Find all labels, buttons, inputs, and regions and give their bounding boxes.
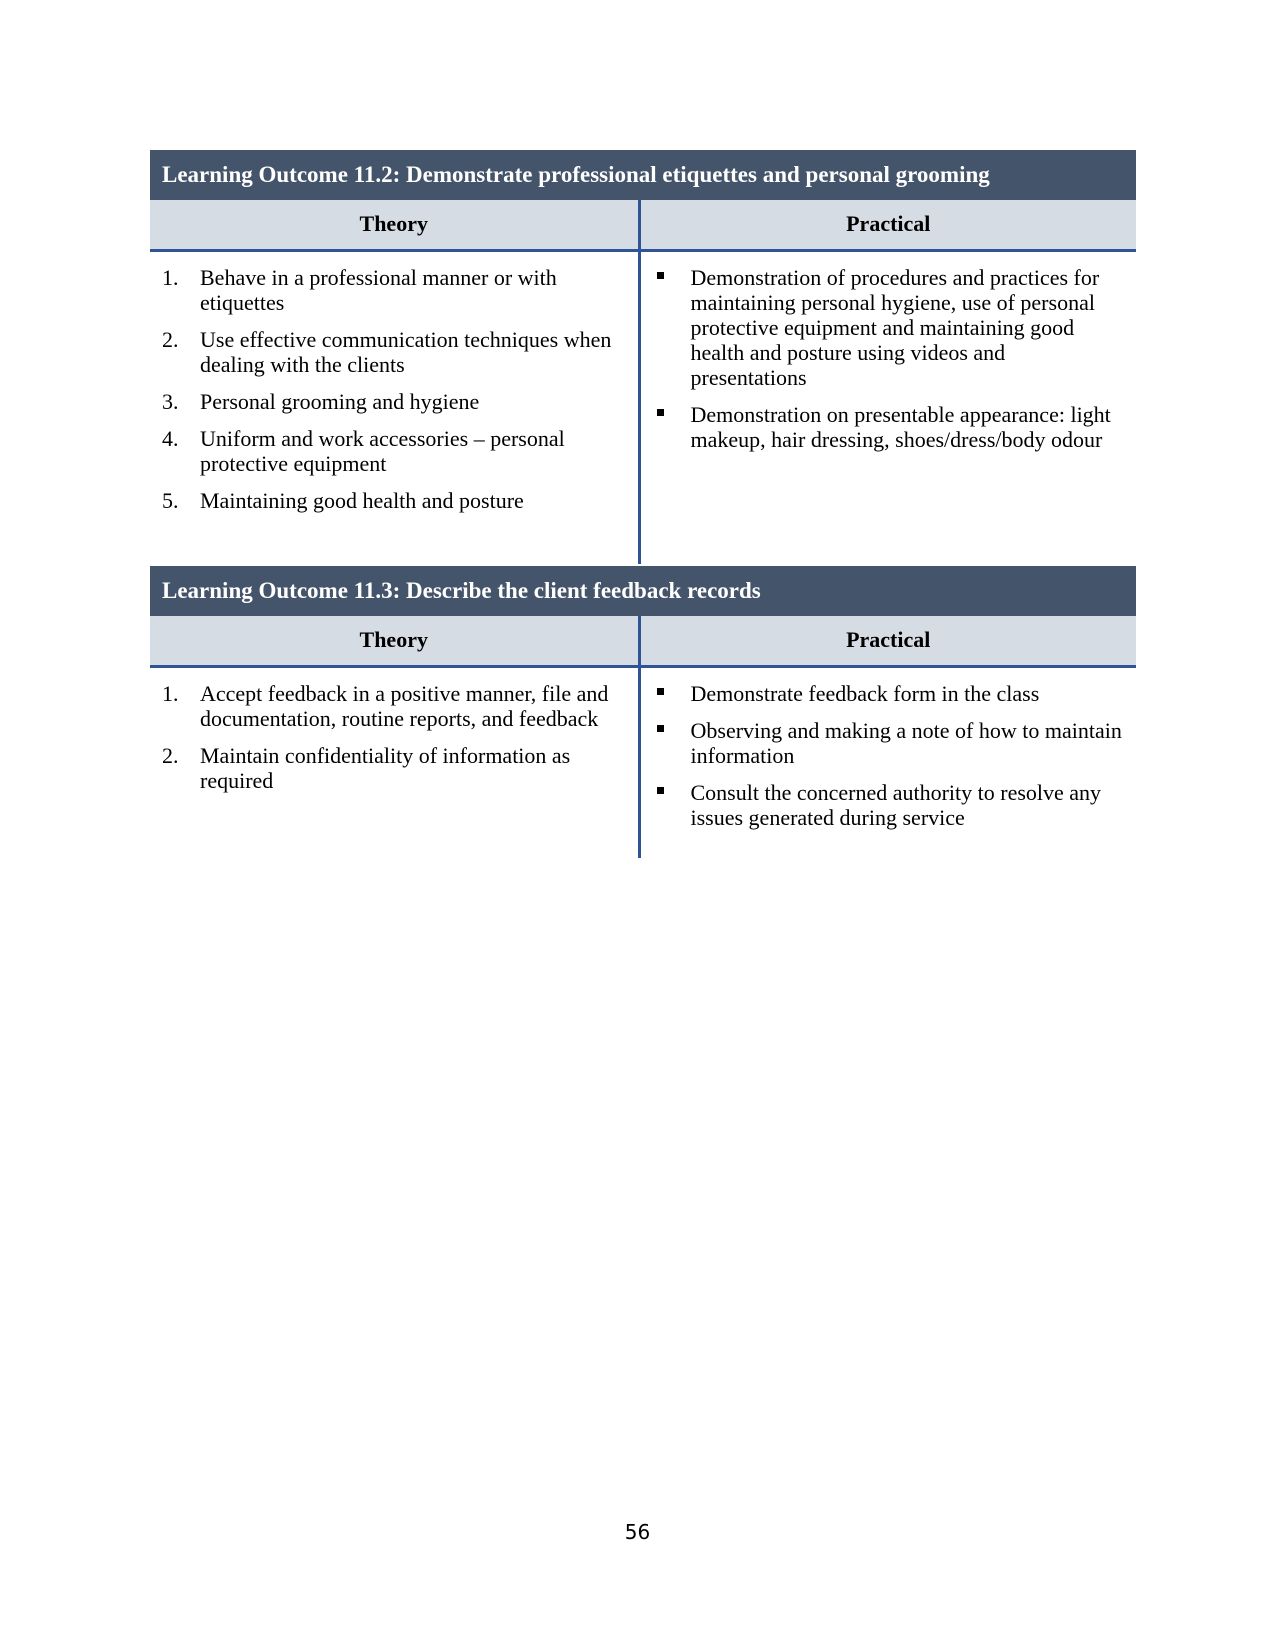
item-number: 2. [162, 326, 179, 352]
square-bullet-icon [657, 272, 664, 279]
item-text: Observing and making a note of how to maintain information [690, 717, 1122, 768]
item-number: 3. [162, 388, 179, 414]
list-item [653, 402, 1125, 452]
item-text: Use effective communication techniques when dealing with the clients [200, 326, 612, 377]
list-item [162, 389, 626, 414]
theory-list [162, 681, 626, 793]
item-text: Demonstrate feedback form in the class [690, 680, 1040, 706]
item-number: 1. [162, 680, 179, 706]
theory-cell [150, 666, 639, 858]
item-text: Demonstration on presentable appearance: light makeup, hair dressing, shoes/dress/body odour [690, 401, 1111, 452]
item-text: Accept feedback in a positive manner, file and documentation, routine reports, and feedback [200, 680, 609, 731]
square-bullet-icon [657, 688, 664, 695]
item-text: Uniform and work accessories – personal protective equipment [200, 425, 565, 476]
practical-cell [639, 250, 1136, 564]
outcome-title: Learning Outcome 11.2: Demonstrate professional etiquettes and personal grooming [150, 150, 1136, 200]
practical-list [653, 265, 1125, 452]
theory-header: Theory [150, 200, 639, 250]
list-item [162, 681, 626, 731]
item-number: 2. [162, 742, 179, 768]
item-number: 1. [162, 264, 179, 290]
list-item [653, 718, 1125, 768]
learning-outcome-11-2-table [150, 150, 1136, 564]
theory-header: Theory [150, 616, 639, 666]
item-text: Consult the concerned authority to resolve any issues generated during service [690, 779, 1102, 830]
item-text: Maintain confidentiality of information as required [200, 742, 571, 793]
square-bullet-icon [657, 787, 664, 794]
item-text: Demonstration of procedures and practices for maintaining personal hygiene, use of personal protective equipment and maintaining good health and posture using videos and presentations [690, 264, 1100, 390]
practical-header: Practical [639, 616, 1136, 666]
theory-cell [150, 250, 639, 564]
square-bullet-icon [657, 725, 664, 732]
list-item [653, 681, 1125, 706]
list-item [162, 488, 626, 513]
list-item [653, 265, 1125, 390]
item-number: 4. [162, 425, 179, 451]
practical-cell [639, 666, 1136, 858]
item-text: Behave in a professional manner or with etiquettes [200, 264, 557, 315]
list-item [653, 780, 1125, 830]
item-text: Personal grooming and hygiene [200, 388, 480, 414]
square-bullet-icon [657, 409, 664, 416]
item-number: 5. [162, 487, 179, 513]
list-item [162, 426, 626, 476]
practical-list [653, 681, 1125, 830]
page-number: 56 [624, 1520, 651, 1544]
learning-outcome-11-3-table [150, 566, 1136, 858]
practical-header: Practical [639, 200, 1136, 250]
list-item [162, 265, 626, 315]
item-text: Maintaining good health and posture [200, 487, 524, 513]
theory-list [162, 265, 626, 513]
list-item [162, 327, 626, 377]
list-item [162, 743, 626, 793]
outcome-title: Learning Outcome 11.3: Describe the client feedback records [150, 566, 1136, 616]
